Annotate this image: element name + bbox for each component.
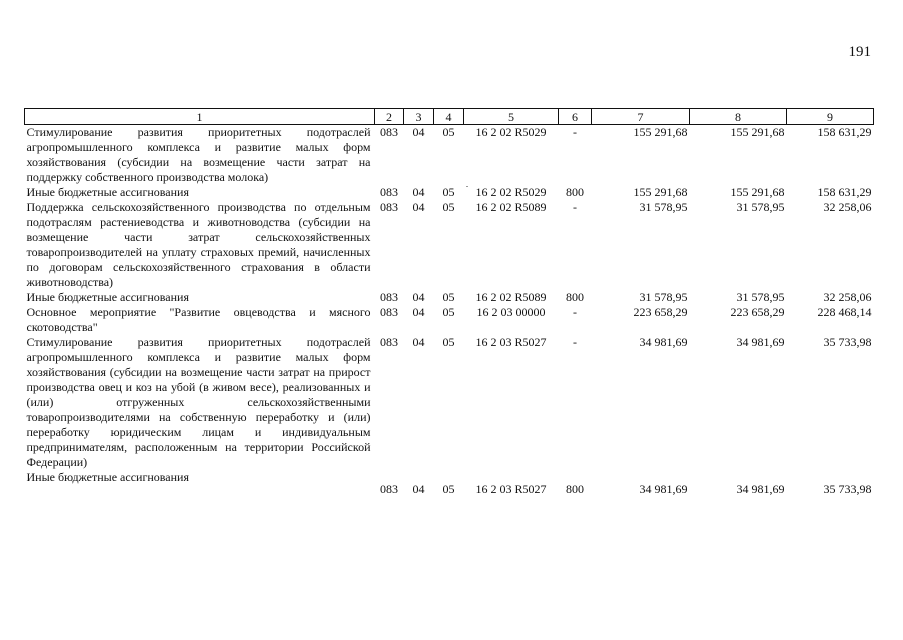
table-row bbox=[25, 335, 874, 470]
row-description: Основное мероприятие "Развитие овцеводства и мясного скотоводства" bbox=[26, 305, 371, 334]
subsection-code: 05 bbox=[442, 482, 455, 496]
target-article-code: 16 2 03 00000 bbox=[476, 305, 546, 319]
ministry-code: 083 bbox=[380, 185, 398, 199]
ministry-code: 083 bbox=[380, 482, 398, 496]
subsection-code: 05 bbox=[442, 335, 455, 349]
ministry-code: 083 bbox=[380, 290, 398, 304]
amount-col8: 34 981,69 bbox=[736, 335, 785, 349]
row-description: Иные бюджетные ассигнования bbox=[26, 185, 189, 199]
amount-col9: 35 733,98 bbox=[823, 482, 872, 496]
amount-col8: 223 658,29 bbox=[730, 305, 785, 319]
column-header: 5 bbox=[464, 109, 559, 125]
expense-type-code: - bbox=[573, 200, 577, 214]
target-article-code: 16 2 03 R5027 bbox=[475, 482, 547, 496]
amount-col8: 31 578,95 bbox=[736, 290, 785, 304]
ministry-code: 083 bbox=[380, 200, 398, 214]
section-code: 04 bbox=[412, 482, 425, 496]
ministry-code: 083 bbox=[380, 305, 398, 319]
expense-type-code: 800 bbox=[566, 185, 584, 199]
subsection-code: 05 bbox=[442, 125, 455, 139]
row-description: Поддержка сельскохозяйственного производства по отдельным подотраслям растениеводства и животноводства (субсидии на возмещение части затрат сельскохозяйственных товаропроизводителей на уплату страховых премий, начисленных по договорам сельскохозяйственного страхования в области животноводства) bbox=[26, 200, 371, 289]
expense-type-code: - bbox=[573, 305, 577, 319]
amount-col7: 31 578,95 bbox=[639, 290, 688, 304]
amount-col9: 32 258,06 bbox=[823, 290, 872, 304]
target-article-code: 16 2 02 R5029 bbox=[475, 125, 547, 139]
subsection-code: 05 bbox=[442, 200, 455, 214]
expense-type-code: 800 bbox=[566, 290, 584, 304]
row-description: Иные бюджетные ассигнования bbox=[26, 470, 189, 484]
amount-col9: 228 468,14 bbox=[817, 305, 872, 319]
amount-col9: 158 631,29 bbox=[817, 185, 872, 199]
amount-col8: 34 981,69 bbox=[736, 482, 785, 496]
section-code: 04 bbox=[412, 125, 425, 139]
section-code: 04 bbox=[412, 305, 425, 319]
amount-col7: 155 291,68 bbox=[633, 185, 688, 199]
column-header: 2 bbox=[375, 109, 404, 125]
ministry-code: 083 bbox=[380, 125, 398, 139]
amount-col9: 158 631,29 bbox=[817, 125, 872, 139]
row-description: Стимулирование развития приоритетных подотраслей агропромышленного комплекса и развитие малых форм хозяйствования (субсидии на возмещение части затрат на поддержку собственного производства молока) bbox=[26, 125, 371, 184]
scan-speck bbox=[466, 186, 468, 187]
expense-type-code: - bbox=[573, 125, 577, 139]
target-article-code: 16 2 02 R5089 bbox=[475, 200, 547, 214]
target-article-code: 16 2 03 R5027 bbox=[475, 335, 547, 349]
row-description: Стимулирование развития приоритетных подотраслей агропромышленного комплекса и развитие малых форм хозяйствования (субсидии на возмещение части затрат на прирост производства овец и коз на убой (в живом весе), реализованных и (или) отгруженных сельскохозяйственными товаропроизводителями на собственную переработку и (или) переработку юридическим лицам и индивидуальным предпринимателям, расположенным на территории Российской Федерации) bbox=[26, 335, 371, 469]
amount-col7: 34 981,69 bbox=[639, 335, 688, 349]
amount-col7: 155 291,68 bbox=[633, 125, 688, 139]
table-row bbox=[25, 305, 874, 335]
amount-col8: 155 291,68 bbox=[730, 125, 785, 139]
amount-col8: 155 291,68 bbox=[730, 185, 785, 199]
section-code: 04 bbox=[412, 290, 425, 304]
page-number: 191 bbox=[848, 44, 871, 60]
section-code: 04 bbox=[412, 335, 425, 349]
section-code: 04 bbox=[412, 200, 425, 214]
table-row bbox=[25, 185, 874, 200]
table-row bbox=[25, 200, 874, 290]
amount-col7: 34 981,69 bbox=[639, 482, 688, 496]
column-header: 1 bbox=[25, 109, 375, 125]
subsection-code: 05 bbox=[442, 185, 455, 199]
amount-col8: 31 578,95 bbox=[736, 200, 785, 214]
column-header: 3 bbox=[404, 109, 434, 125]
amount-col7: 31 578,95 bbox=[639, 200, 688, 214]
amount-col7: 223 658,29 bbox=[633, 305, 688, 319]
table-row bbox=[25, 125, 874, 186]
expense-type-code: 800 bbox=[566, 482, 584, 496]
column-header: 9 bbox=[787, 109, 874, 125]
target-article-code: 16 2 02 R5089 bbox=[475, 290, 547, 304]
column-header: 7 bbox=[592, 109, 690, 125]
column-header: 4 bbox=[434, 109, 464, 125]
budget-table bbox=[24, 108, 874, 497]
subsection-code: 05 bbox=[442, 290, 455, 304]
row-description: Иные бюджетные ассигнования bbox=[26, 290, 189, 304]
expense-type-code: - bbox=[573, 335, 577, 349]
header-row bbox=[25, 109, 874, 125]
column-header: 8 bbox=[690, 109, 787, 125]
table-row bbox=[25, 290, 874, 305]
column-header: 6 bbox=[559, 109, 592, 125]
subsection-code: 05 bbox=[442, 305, 455, 319]
amount-col9: 32 258,06 bbox=[823, 200, 872, 214]
ministry-code: 083 bbox=[380, 335, 398, 349]
amount-col9: 35 733,98 bbox=[823, 335, 872, 349]
section-code: 04 bbox=[412, 185, 425, 199]
target-article-code: 16 2 02 R5029 bbox=[475, 185, 547, 199]
table-row bbox=[25, 470, 874, 497]
